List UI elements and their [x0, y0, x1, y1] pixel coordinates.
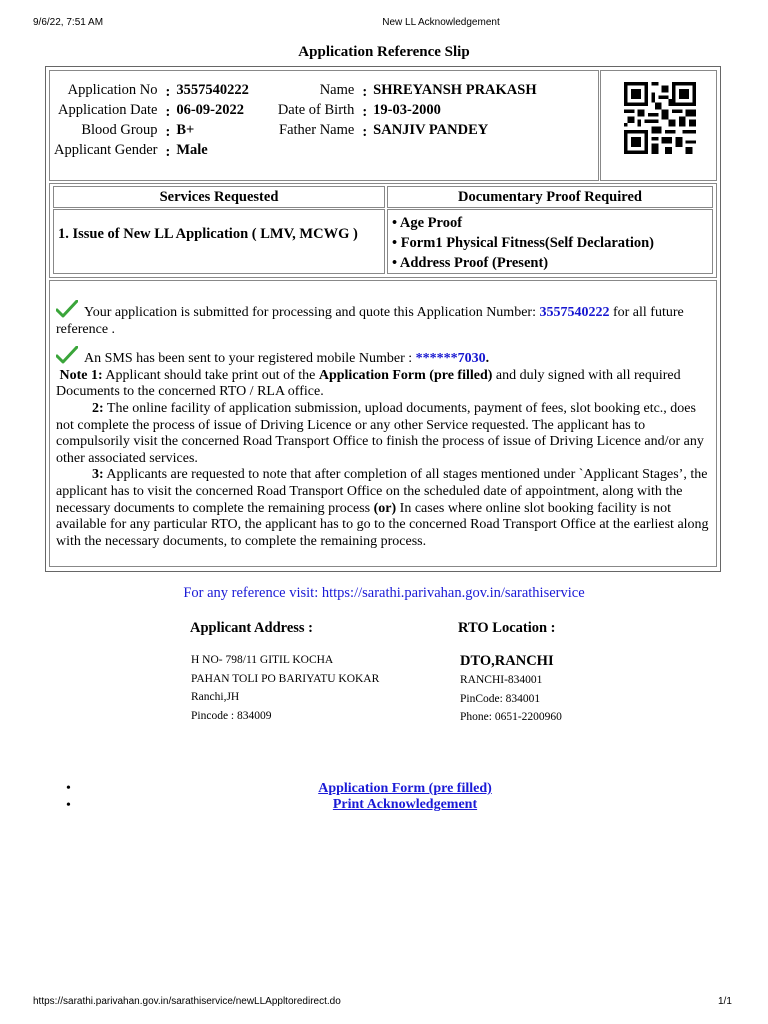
rto-line: PinCode: 834001 [460, 692, 541, 705]
rto-line: RANCHI-834001 [460, 674, 543, 686]
dob-label: Date of Birth [277, 102, 355, 118]
application-number-highlight: 3557540222 [539, 305, 610, 320]
application-form-link[interactable]: Application Form (pre filled) [318, 781, 492, 796]
application-date-value: 06-09-2022 [176, 102, 244, 118]
applicant-address [191, 651, 379, 725]
note-3: 3: Applicants are requested to note that after completion of all stages mentioned under `Applicant Stages’, the applicant has to visit the concerned Road Transport Office on the scheduled date of appointment, along with the necessary documents to complete the remaining process (or) In cases where online slot booking facility is not available for any particular RTO, the applicant has to go to the concerned Road Transport Office at the earliest along with the necessary documents, to complete the remaining process. [56, 467, 709, 549]
address-line: Pincode : 834009 [191, 709, 272, 722]
address-line: Ranchi,JH [191, 691, 240, 703]
rto-location-heading: RTO Location : [458, 620, 556, 636]
name-label: Name [319, 82, 355, 98]
print-datetime: 9/6/22, 7:51 AM [33, 17, 104, 28]
print-page-number: 1/1 [718, 996, 732, 1007]
proof-list [392, 213, 654, 273]
application-no-label: Application No [67, 82, 158, 98]
gender-label: Applicant Gender [54, 142, 158, 158]
print-url: https://sarathi.parivahan.gov.in/sarathiservice/newLLAppltoredirect.do [33, 996, 341, 1007]
rto-location [460, 651, 562, 727]
print-page-title: New LL Acknowledgement [382, 17, 500, 28]
application-date-label: Application Date [58, 102, 158, 118]
slip-title: Application Reference Slip [298, 44, 470, 60]
name-value: SHREYANSH PRAKASH [373, 82, 537, 98]
dob-value: 19-03-2000 [373, 102, 441, 118]
info-row: Application Date : 06-09-2022 Date of Birth : 19-03-2000 [54, 102, 537, 122]
sms-notice: An SMS has been sent to your registered mobile Number : ******7030. [56, 346, 712, 368]
mobile-number: ******7030 [415, 351, 486, 367]
application-no-value: 3557540222 [176, 82, 249, 98]
info-row: Applicant Gender : Male [54, 142, 537, 162]
proof-item: • Address Proof (Present) [392, 255, 549, 271]
father-name-label: Father Name [279, 122, 355, 138]
print-acknowledgement-link[interactable]: Print Acknowledgement [332, 797, 478, 812]
rto-name: DTO,RANCHI [460, 653, 554, 669]
gender-value: Male [176, 142, 208, 158]
info-row: Application No : 3557540222 Name : SHREYANSH PRAKASH [54, 82, 537, 102]
info-row: Blood Group : B+ Father Name : SANJIV PANDEY [54, 122, 537, 142]
qr-code-icon [624, 82, 696, 154]
service-item: 1. Issue of New LL Application ( LMV, MCWG ) [58, 226, 358, 242]
check-icon [56, 346, 78, 364]
reference-link-text: For any reference visit: https://sarathi.parivahan.gov.in/sarathiservice [183, 585, 585, 601]
address-line: PAHAN TOLI PO BARIYATU KOKAR [191, 672, 380, 685]
submitted-notice: Your application is submitted for processing and quote this Application Number: 3557540222 for all future reference . [56, 300, 712, 338]
blood-group-label: Blood Group [81, 122, 158, 138]
check-icon [56, 300, 78, 318]
notes [56, 300, 712, 550]
blood-group-value: B+ [176, 122, 195, 138]
note-2: 2: The online facility of application submission, upload documents, payment of fees, slot booking etc., does not complete the process of issue of Driving Licence or any other Service requested. The applicant has to compulsorily visit the concerned Road Transport Office to finish the process of issue of Driving Licence and/or any other associated services. [56, 400, 704, 466]
services-header: Services Requested [159, 189, 279, 205]
rto-line: Phone: 0651-2200960 [460, 711, 562, 723]
father-name-value: SANJIV PANDEY [373, 122, 489, 138]
note-1: Note 1: Applicant should take print out of the Application Form (pre filled) and duly signed with all required Documents to the concerned RTO / RLA office. [56, 367, 681, 400]
proof-item: • Form1 Physical Fitness(Self Declaration) [392, 235, 654, 251]
proof-header: Documentary Proof Required [458, 189, 642, 205]
applicant-info [54, 82, 537, 162]
applicant-address-heading: Applicant Address : [190, 620, 314, 636]
proof-item: • Age Proof [392, 215, 463, 231]
address-line: H NO- 798/11 GITIL KOCHA [191, 654, 334, 666]
